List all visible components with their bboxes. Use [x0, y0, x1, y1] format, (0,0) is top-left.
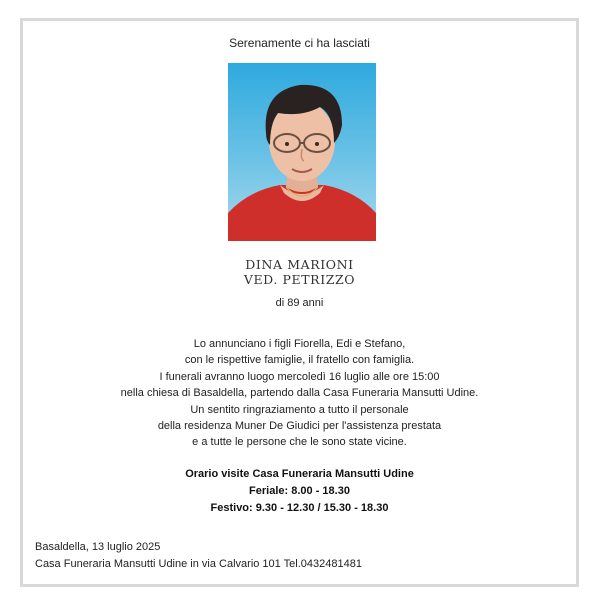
name-line-2: VED. PETRIZZO: [243, 272, 356, 287]
age-text: di 89 anni: [275, 297, 324, 309]
visiting-hours: [23, 466, 576, 517]
name-line-1: DINA MARIONI: [245, 257, 354, 272]
visiting-hours-holiday: Festivo: 9.30 - 12.30 / 15.30 - 18.30: [210, 502, 389, 514]
announcement-line: Un sentito ringraziamento a tutto il personale: [190, 403, 409, 416]
announcement-line: nella chiesa di Basaldella, partendo dalla Casa Funeraria Mansutti Udine.: [120, 387, 479, 400]
intro-text: Serenamente ci ha lasciati: [229, 36, 370, 50]
announcement-line: e a tutte le persone che le sono state vicine.: [192, 436, 407, 449]
place-date: Basaldella, 13 luglio 2025: [35, 541, 161, 553]
announcement-line: della residenza Muner De Giudici per l'assistenza prestata: [157, 420, 442, 433]
visiting-hours-title: Orario visite Casa Funeraria Mansutti Udine: [185, 468, 414, 480]
visiting-hours-weekday: Feriale: 8.00 - 18.30: [249, 485, 350, 497]
deceased-name: [23, 257, 576, 287]
footer: [35, 539, 362, 573]
announcement-text: [23, 336, 576, 451]
portrait-photo: [228, 63, 376, 241]
obituary-card: [20, 18, 579, 587]
contact-info: Casa Funeraria Mansutti Udine in via Calvario 101 Tel.0432481481: [35, 558, 362, 570]
announcement-line: Lo annunciano i figli Fiorella, Edi e Stefano,: [193, 338, 406, 350]
announcement-line: I funerali avranno luogo mercoledì 16 luglio alle ore 15:00: [159, 370, 440, 383]
announcement-line: con le rispettive famiglie, il fratello con famiglia.: [184, 354, 415, 367]
portrait-illustration: [228, 63, 376, 241]
